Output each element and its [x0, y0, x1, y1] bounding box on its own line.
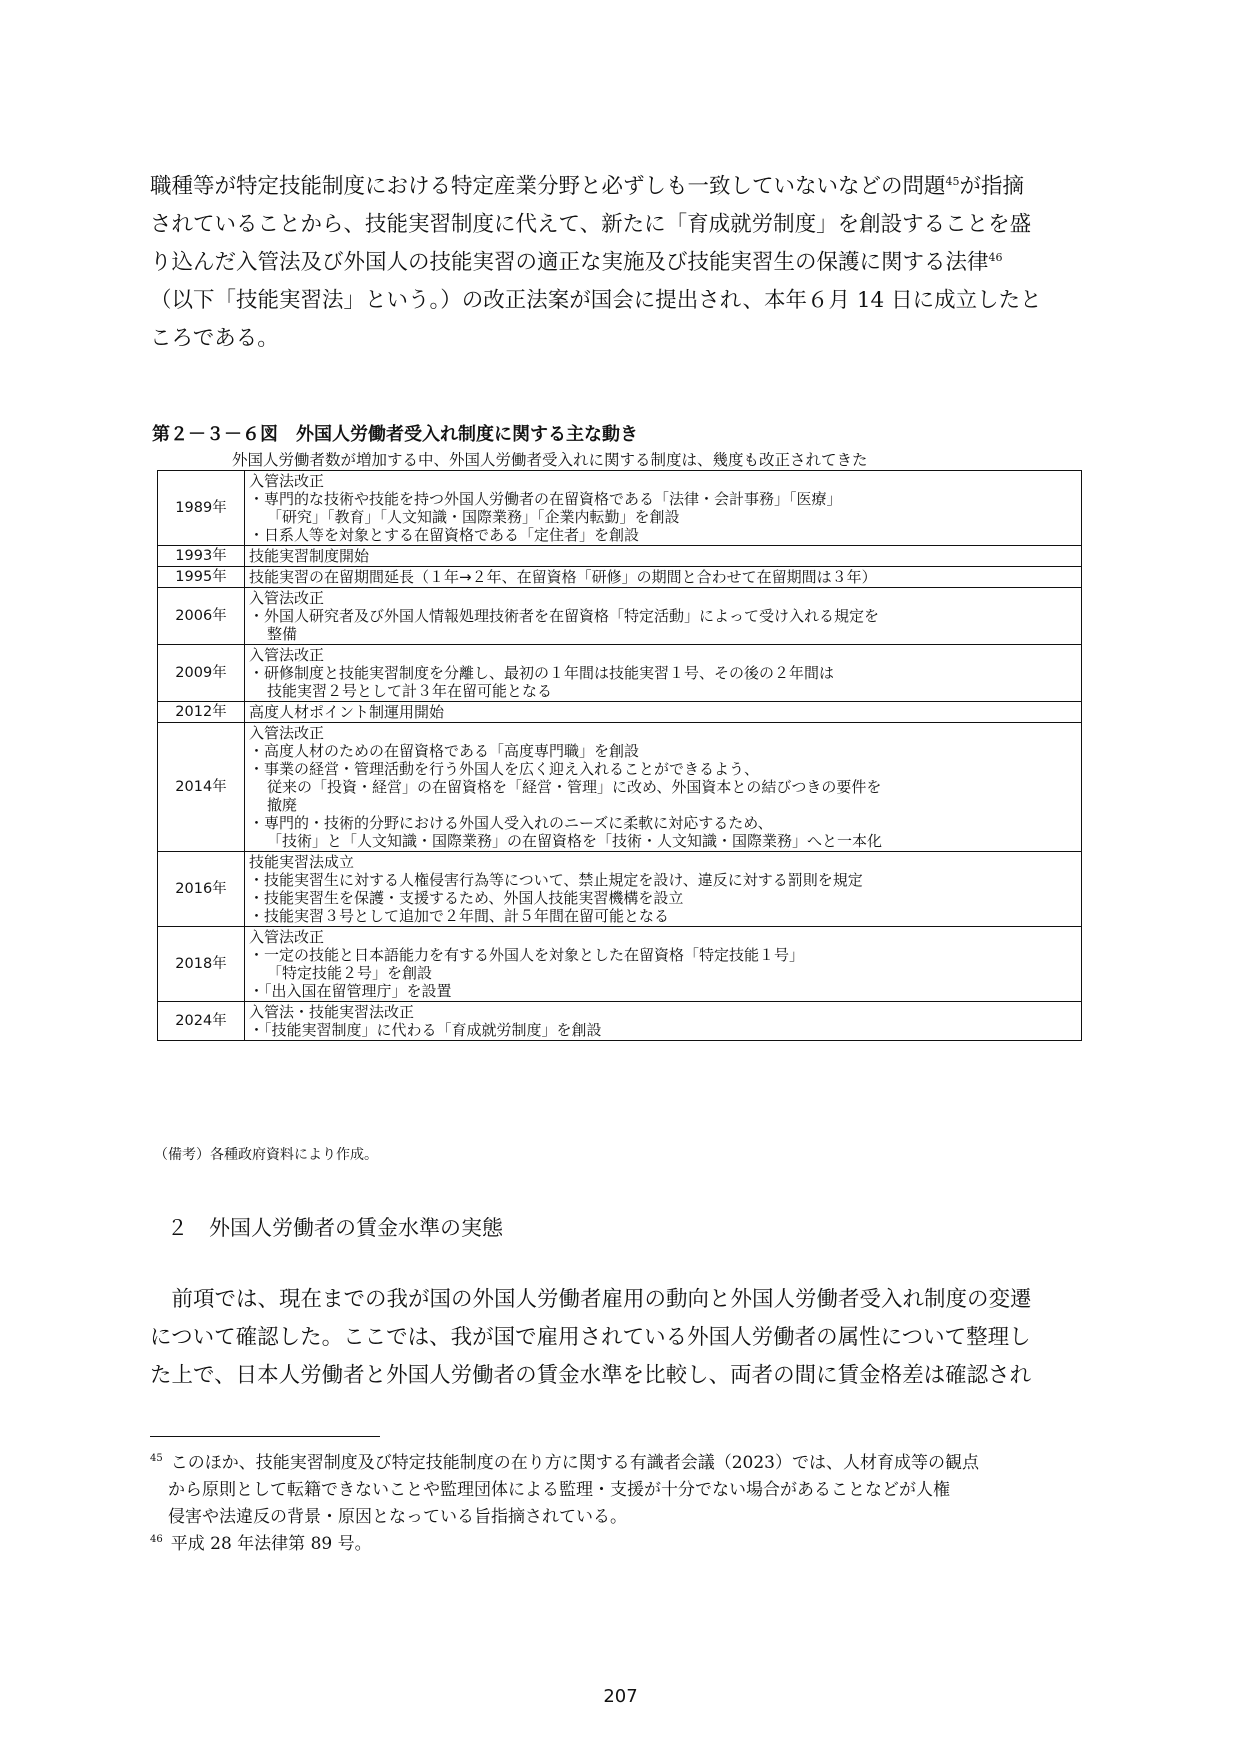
footnote-line: から原則として転籍できないことや監理団体による監理・支援が十分でない場合があることなどが人権 — [168, 1480, 950, 1500]
timeline-year: 1989年 — [158, 471, 245, 546]
timeline-description — [245, 723, 1082, 852]
timeline-row — [158, 471, 1082, 546]
timeline-year: 2012年 — [158, 702, 245, 723]
paragraph-line: について確認した。ここでは、我が国で雇用されている外国人労働者の属性について整理し — [150, 1325, 1031, 1350]
timeline-row — [158, 645, 1082, 702]
timeline-description — [245, 546, 1082, 567]
policy-timeline-table — [157, 470, 1082, 1041]
timeline-line: 入管法改正 — [249, 928, 325, 946]
timeline-line: ・技能実習生を保護・支援するため、外国人技能実習機構を設立 — [249, 889, 684, 907]
timeline-line: ・外国人研究者及び外国人情報処理技術者を在留資格「特定活動」によって受け入れる規定を — [249, 607, 880, 625]
timeline-row — [158, 852, 1082, 927]
timeline-line: 入管法・技能実習法改正 — [249, 1003, 415, 1021]
timeline-description — [245, 852, 1082, 927]
timeline-description — [245, 1002, 1082, 1041]
timeline-description — [245, 645, 1082, 702]
timeline-line: ・専門的・技術的分野における外国人受入れのニーズに柔軟に対応するため、 — [249, 814, 773, 832]
timeline-line: ・技能実習３号として追加で２年間、計５年間在留可能となる — [249, 907, 670, 925]
figure-title: 第２－３－６図 外国人労働者受入れ制度に関する主な動き — [152, 424, 638, 445]
footnote — [150, 1531, 1095, 1558]
timeline-year: 2014年 — [158, 723, 245, 852]
timeline-line: ・事業の経営・管理活動を行う外国人を広く迎え入れることができるよう、 — [249, 760, 760, 778]
paragraph-line: （以下「技能実習法」という。）の改正法案が国会に提出され、本年６月 14 日に成立したと — [150, 288, 1042, 313]
paragraph-line: ころである。 — [150, 326, 279, 351]
timeline-line: 技能実習２号として計３年在留可能となる — [267, 682, 553, 700]
timeline-line: 技能実習法成立 — [249, 853, 355, 871]
paragraph-line: されていることから、技能実習制度に代えて、新たに「育成就労制度」を創設することを盛 — [150, 212, 1032, 237]
footnote — [150, 1450, 1095, 1531]
timeline-line: 「研究」「教育」「人文知識・国際業務」「企業内転勤」を創設 — [267, 508, 680, 526]
footnote-reference: 45 — [945, 174, 960, 188]
timeline-line: 撤廃 — [267, 796, 298, 814]
page-number: 207 — [603, 1686, 638, 1707]
section-paragraph — [150, 1281, 1090, 1395]
timeline-line: 技能実習制度開始 — [249, 547, 370, 565]
section-heading: ２ 外国人労働者の賃金水準の実態 — [167, 1216, 503, 1240]
timeline-line: ・「技能実習制度」に代わる「育成就労制度」を創設 — [249, 1021, 602, 1039]
timeline-line: 入管法改正 — [249, 472, 325, 490]
footnote-line: 侵害や法違反の背景・原因となっている旨指摘されている。 — [168, 1507, 627, 1527]
timeline-description — [245, 471, 1082, 546]
figure-subtitle: 外国人労働者数が増加する中、外国人労働者受入れに関する制度は、幾度も改正されてきた — [232, 451, 868, 469]
timeline-year: 2018年 — [158, 927, 245, 1002]
intro-paragraph — [150, 168, 1090, 358]
timeline-year: 2006年 — [158, 588, 245, 645]
footnotes — [150, 1450, 1095, 1558]
timeline-year: 2016年 — [158, 852, 245, 927]
timeline-description — [245, 927, 1082, 1002]
paragraph-line: た上で、日本人労働者と外国人労働者の賃金水準を比較し、両者の間に賃金格差は確認され — [150, 1363, 1032, 1388]
timeline-line: 入管法改正 — [249, 646, 325, 664]
timeline-line: 技能実習の在留期間延長（１年→２年、在留資格「研修」の期間と合わせて在留期間は３年） — [249, 568, 877, 586]
timeline-year: 2024年 — [158, 1002, 245, 1041]
timeline-line: 入管法改正 — [249, 589, 325, 607]
timeline-line: 入管法改正 — [249, 724, 325, 742]
timeline-line: ・研修制度と技能実習制度を分離し、最初の１年間は技能実習１号、その後の２年間は — [249, 664, 835, 682]
timeline-row — [158, 702, 1082, 723]
timeline-line: 従来の「投資・経営」の在留資格を「経営・管理」に改め、外国資本との結びつきの要件を — [267, 778, 882, 796]
timeline-line: ・一定の技能と日本語能力を有する外国人を対象とした在留資格「特定技能１号」 — [249, 946, 805, 964]
timeline-line: 高度人材ポイント制運用開始 — [249, 703, 445, 721]
timeline-row — [158, 1002, 1082, 1041]
footnote-number: 46 — [150, 1534, 163, 1546]
footnote-separator — [150, 1436, 380, 1437]
timeline-description — [245, 702, 1082, 723]
timeline-line: 「技術」と「人文知識・国際業務」の在留資格を「技術・人文知識・国際業務」へと一本化 — [267, 832, 883, 850]
footnote-reference: 46 — [988, 250, 1003, 264]
footnote-line: $^{45}$ このほか、技能実習制度及び特定技能制度の在り方に関する有識者会議（2023）では、人材育成等の観点 — [150, 1453, 979, 1473]
footnote-number: 45 — [150, 1453, 163, 1465]
timeline-line: 「特定技能２号」を創設 — [267, 964, 433, 982]
paragraph-line: 職種等が特定技能制度における特定産業分野と必ずしも一致していないなどの問題$^{45}$が指摘 — [150, 174, 1025, 199]
timeline-line: ・専門的な技術や技能を持つ外国人労働者の在留資格である「法律・会計事務」「医療」 — [249, 490, 842, 508]
footnote-line: $^{46}$ 平成 28 年法律第 89 号。 — [150, 1534, 372, 1554]
timeline-year: 1993年 — [158, 546, 245, 567]
timeline-year: 1995年 — [158, 567, 245, 588]
timeline-description — [245, 588, 1082, 645]
timeline-year: 2009年 — [158, 645, 245, 702]
timeline-description — [245, 567, 1082, 588]
timeline-row — [158, 927, 1082, 1002]
timeline-line: 整備 — [267, 625, 298, 643]
timeline-row — [158, 723, 1082, 852]
paragraph-line: 前項では、現在までの我が国の外国人労働者雇用の動向と外国人労働者受入れ制度の変遷 — [150, 1287, 1032, 1312]
timeline-line: ・「出入国在留管理庁」を設置 — [249, 982, 452, 1000]
timeline-row — [158, 546, 1082, 567]
figure-source-note: （備考）各種政府資料により作成。 — [154, 1147, 378, 1163]
paragraph-line: り込んだ入管法及び外国人の技能実習の適正な実施及び技能実習生の保護に関する法律$^{46}$ — [150, 250, 1003, 275]
timeline-row — [158, 567, 1082, 588]
timeline-row — [158, 588, 1082, 645]
timeline-line: ・高度人材のための在留資格である「高度専門職」を創設 — [249, 742, 640, 760]
timeline-line: ・技能実習生に対する人権侵害行為等について、禁止規定を設け、違反に対する罰則を規定 — [249, 871, 863, 889]
timeline-line: ・日系人等を対象とする在留資格である「定住者」を創設 — [249, 526, 640, 544]
